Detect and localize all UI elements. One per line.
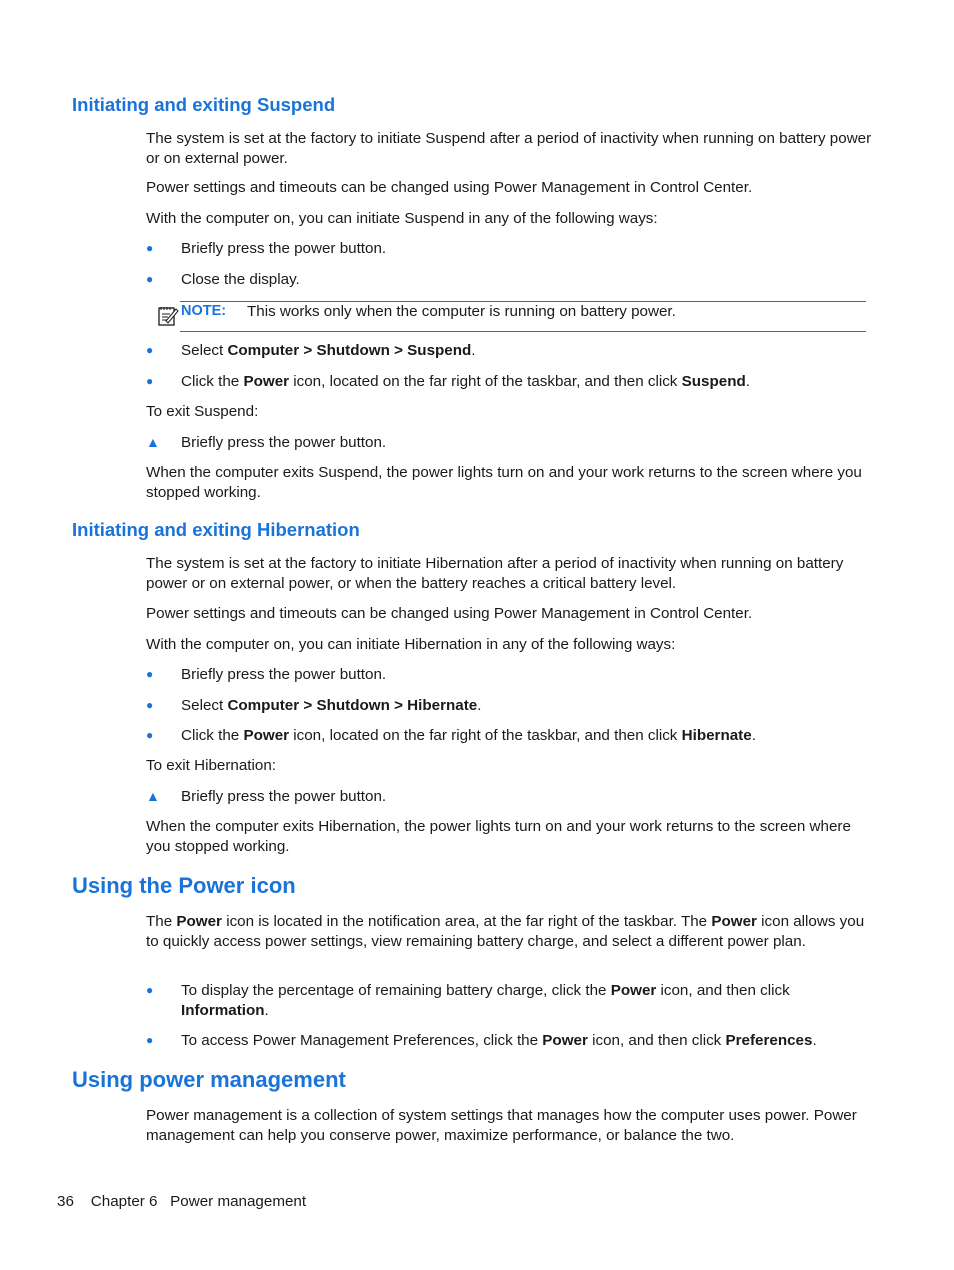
list-item-text: Briefly press the power button. [181,666,387,683]
note-text: This works only when the computer is running on battery power. [247,303,676,320]
section-heading-power-management: Using power management [72,1067,346,1092]
paragraph: Power settings and timeouts can be changed using Power Management in Control Center. [146,179,753,196]
list-item-text: To access Power Management Preferences, click the Power icon, and then click Preferences. [181,1032,817,1049]
paragraph: When the computer exits Suspend, the power lights turn on and your work returns to the screen where you stopped working. [146,464,862,501]
list-item-text: Click the Power icon, located on the far right of the taskbar, and then click Suspend. [181,373,750,390]
page-footer [57,1193,306,1210]
bullet-marker: ● [146,343,154,357]
bullet-marker: ● [146,667,154,681]
bullet-marker: ● [146,374,154,388]
list-item-text: Briefly press the power button. [181,240,387,257]
paragraph: The system is set at the factory to initiate Suspend after a period of inactivity when running on battery power or on external power. [146,130,872,167]
bullet-marker: ● [146,1033,154,1047]
paragraph: The Power icon is located in the notification area, at the far right of the taskbar. The Power icon allows you to quickly access power settings, view remaining battery charge, and select a different power plan. [146,913,865,950]
paragraph: When the computer exits Hibernation, the power lights turn on and your work returns to the screen where you stopped working. [146,818,851,855]
page-number: 36 [57,1193,74,1210]
step-marker: ▲ [146,788,160,804]
note-icon [156,303,180,327]
step-marker: ▲ [146,434,160,450]
list-item-text: Select Computer > Shutdown > Suspend. [181,342,476,359]
bullet-marker: ● [146,983,154,997]
paragraph: Power settings and timeouts can be changed using Power Management in Control Center. [146,605,753,622]
paragraph: The system is set at the factory to initiate Hibernation after a period of inactivity when running on battery power or on external power, or when the battery reaches a critical battery level. [146,555,844,592]
bullet-marker: ● [146,698,154,712]
section-heading-power-icon: Using the Power icon [72,873,296,898]
step-text: Briefly press the power button. [181,434,387,451]
note-label: NOTE: [181,303,227,319]
bullet-marker: ● [146,728,154,742]
chapter-label: Chapter 6 [90,1193,158,1210]
section-heading-suspend: Initiating and exiting Suspend [72,94,336,115]
list-item-text: To display the percentage of remaining battery charge, click the Power icon, and then click Information. [181,982,790,1019]
paragraph: Power management is a collection of system settings that manages how the computer uses power. Power management can help you conserve power, maximize performance, or balance the two. [146,1107,857,1144]
chapter-title: Power management [170,1193,307,1210]
list-item-text: Select Computer > Shutdown > Hibernate. [181,697,482,714]
paragraph: To exit Hibernation: [146,757,277,774]
list-item-text: Close the display. [181,271,300,288]
paragraph: With the computer on, you can initiate Hibernation in any of the following ways: [146,636,676,653]
bullet-marker: ● [146,272,154,286]
paragraph: With the computer on, you can initiate Suspend in any of the following ways: [146,210,658,227]
paragraph: To exit Suspend: [146,403,259,420]
bullet-marker: ● [146,241,154,255]
note-box [180,301,866,332]
step-text: Briefly press the power button. [181,788,387,805]
list-item-text: Click the Power icon, located on the far right of the taskbar, and then click Hibernate. [181,727,756,744]
section-heading-hibernation: Initiating and exiting Hibernation [72,519,360,540]
